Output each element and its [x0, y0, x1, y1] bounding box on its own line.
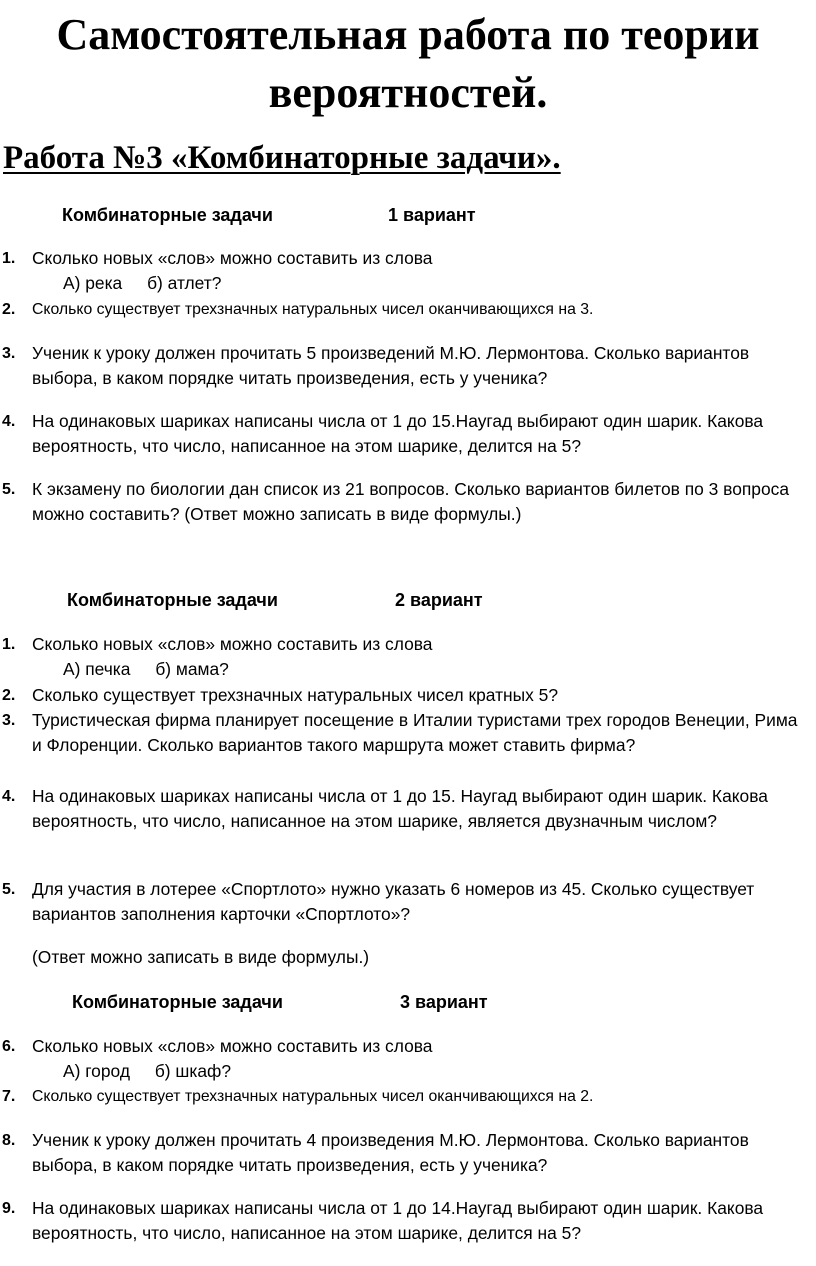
option-b: б) мама?	[155, 659, 229, 679]
question-number: 3.	[2, 345, 16, 362]
question-text: Ученик к уроку должен прочитать 4 произведения М.Ю. Лермонтова. Сколько вариантов выбора, в каком порядке читать произведения, есть у ученика?	[32, 1130, 749, 1175]
question-number: 2.	[2, 301, 16, 318]
question-number: 1.	[2, 250, 16, 267]
variant-3-heading	[72, 990, 488, 1014]
option-a: А) печка	[63, 659, 131, 679]
question-text: Сколько существует трехзначных натуральных чисел кратных 5?	[32, 685, 559, 705]
question-number: 2.	[2, 687, 16, 704]
question-number: 8.	[2, 1132, 16, 1149]
question-number: 4.	[2, 413, 16, 430]
v2-formula-note: (Ответ можно записать в виде формулы.)	[32, 947, 370, 967]
question-options	[63, 271, 221, 296]
question-text: Сколько новых «слов» можно составить из слова	[32, 248, 433, 268]
variant-2-label: 2 вариант	[395, 590, 483, 610]
page-title: Самостоятельная работа по теории вероятностей.	[56, 10, 760, 117]
variant-2-heading	[67, 588, 483, 612]
question-number: 4.	[2, 788, 16, 805]
variant-1-label: 1 вариант	[388, 205, 476, 225]
question-text: Сколько новых «слов» можно составить из слова	[32, 1036, 433, 1056]
variant-3-label: 3 вариант	[400, 992, 488, 1012]
question-text: Сколько новых «слов» можно составить из слова	[32, 634, 433, 654]
question-options	[63, 1059, 231, 1084]
question-text: Туристическая фирма планирует посещение в Италии туристами трех городов Венеции, Рима и Флоренции. Сколько вариантов такого маршрута может ставить фирма?	[32, 710, 798, 755]
question-text: Сколько существует трехзначных натуральных чисел оканчивающихся на 2.	[32, 1088, 594, 1105]
option-b: б) шкаф?	[154, 1061, 231, 1081]
variant-1-topic: Комбинаторные задачи	[62, 205, 273, 225]
question-text: Для участия в лотерее «Спортлото» нужно указать 6 номеров из 45. Сколько существует вариантов заполнения карточки «Спортлото»?	[32, 879, 755, 924]
variant-2-topic: Комбинаторные задачи	[67, 590, 278, 610]
question-number: 6.	[2, 1038, 16, 1055]
question-text: На одинаковых шариках написаны числа от 1 до 14.Наугад выбирают один шарик. Какова вероятность, что число, написанное на этом шарике, делится на 5?	[32, 1198, 764, 1243]
question-number: 9.	[2, 1200, 16, 1217]
question-text: К экзамену по биологии дан список из 21 вопросов. Сколько вариантов билетов по 3 вопроса можно составить? (Ответ можно записать в виде формулы.)	[32, 479, 790, 524]
work-subtitle: Работа №3 «Комбинаторные задачи».	[3, 140, 561, 176]
option-a: А) город	[63, 1061, 130, 1081]
question-text: На одинаковых шариках написаны числа от 1 до 15.Наугад выбирают один шарик. Какова вероятность, что число, написанное на этом шарике, делится на 5?	[32, 411, 764, 456]
question-options	[63, 657, 229, 682]
question-text: На одинаковых шариках написаны числа от 1 до 15. Наугад выбирают один шарик. Какова вероятность, что число, написанное на этом шарике, является двузначным числом?	[32, 786, 768, 831]
variant-1-heading	[62, 203, 476, 227]
option-a: А) река	[63, 273, 123, 293]
question-number: 5.	[2, 481, 16, 498]
option-b: б) атлет?	[147, 273, 222, 293]
question-number: 1.	[2, 636, 16, 653]
question-number: 7.	[2, 1088, 16, 1105]
variant-3-topic: Комбинаторные задачи	[72, 992, 283, 1012]
question-text: Ученик к уроку должен прочитать 5 произведений М.Ю. Лермонтова. Сколько вариантов выбора, в каком порядке читать произведения, есть у ученика?	[32, 343, 750, 388]
question-number: 3.	[2, 712, 16, 729]
question-text: Сколько существует трехзначных натуральных чисел оканчивающихся на 3.	[32, 301, 594, 318]
question-number: 5.	[2, 881, 16, 898]
